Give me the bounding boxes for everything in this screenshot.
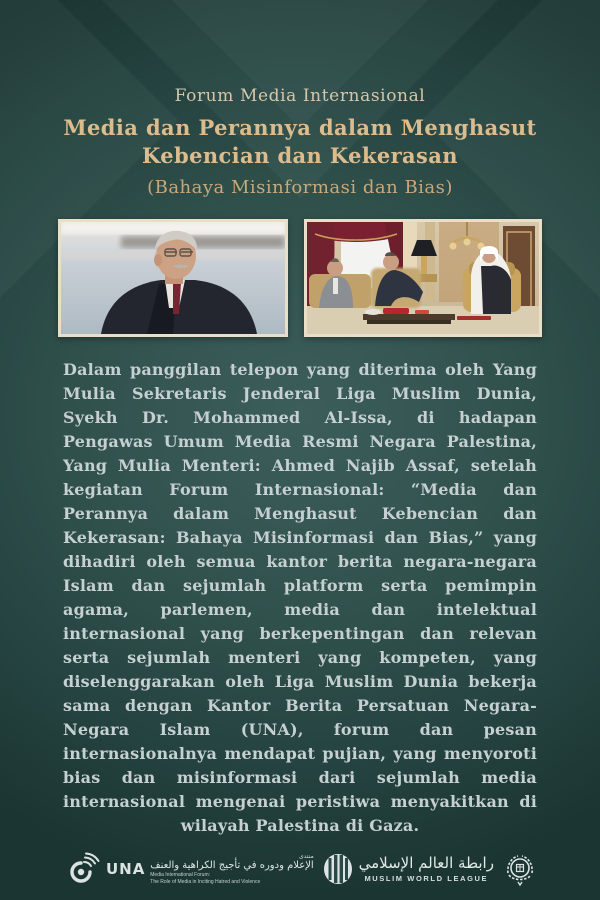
poster-subtitle: (Bahaya Misinformasi dan Bias) xyxy=(147,177,453,198)
announcement-paragraph: Dalam panggilan telepon yang diterima oleh Yang Mulia Sekretaris Jenderal Liga Muslim Dunia, Syekh Dr. Mohammed Al-Issa, di hadapan Pengawas Umum Media Resmi Negara Palestina, Yang Mulia Menteri: Ahmed Najib Assaf, setelah kegiatan Forum Internasional: “Media dan Perannya dalam Menghasut Kebencian dan Kekerasan: Bahaya Misinformasi dan Bias,” yang dihadiri oleh semua kantor berita negara-negara Islam dan sejumlah platform serta pemimpin agama, parlemen, media dan intelektual internasional yang berkepentingan dan relevan serta sejumlah menteri yang kompeten, yang diselenggarakan oleh Liga Muslim Dunia bekerja sama dengan Kantor Berita Persatuan Negara-Negara Islam (UNA), forum dan pesan internasionalnya mendapat pujian, yang menyoroti bias dan misinformasi dari sejumlah media internasional mengenai peristiwa menyakitkan di wilayah Palestina di Gaza. xyxy=(63,360,537,835)
una-logo xyxy=(66,852,145,886)
mwl-arabic-label: رابطة العالم الإسلامي xyxy=(358,854,494,872)
header xyxy=(0,0,600,198)
poster-title-line1: Media dan Perannya dalam Menghasut xyxy=(63,115,537,140)
forum-eyebrow-text: Forum Media Internasional xyxy=(174,86,426,106)
una-globe-icon xyxy=(66,852,100,886)
mwl-logo-text xyxy=(359,855,494,883)
mwl-emblem-icon xyxy=(502,851,538,887)
forum-arabic-top-label: منتدى xyxy=(299,852,314,860)
meeting-photo-illustration xyxy=(307,222,539,334)
una-label: UNA xyxy=(106,860,146,878)
photo-row xyxy=(0,219,600,337)
forum-striped-sphere-icon xyxy=(322,851,354,887)
forum-arabic-label: الإعلام ودوره في تأجيج الكراهية والعنف xyxy=(150,859,314,871)
forum-english-line2: The Role of Media in Inciting Hatred and Violence xyxy=(150,878,261,885)
portrait-photo xyxy=(58,219,288,337)
poster-title-line2: Kebencian dan Kekerasan xyxy=(142,143,458,168)
portrait-photo-illustration xyxy=(61,222,285,334)
mwl-logo xyxy=(359,851,538,887)
forum-logo xyxy=(150,851,353,887)
forum-english-line1: Media International Forum: xyxy=(150,871,211,878)
footer-logos xyxy=(0,843,600,895)
forum-logo-text xyxy=(150,853,313,886)
poster-title xyxy=(0,114,600,170)
mwl-english-label: MUSLIM WORLD LEAGUE xyxy=(364,874,489,883)
meeting-photo xyxy=(304,219,542,337)
